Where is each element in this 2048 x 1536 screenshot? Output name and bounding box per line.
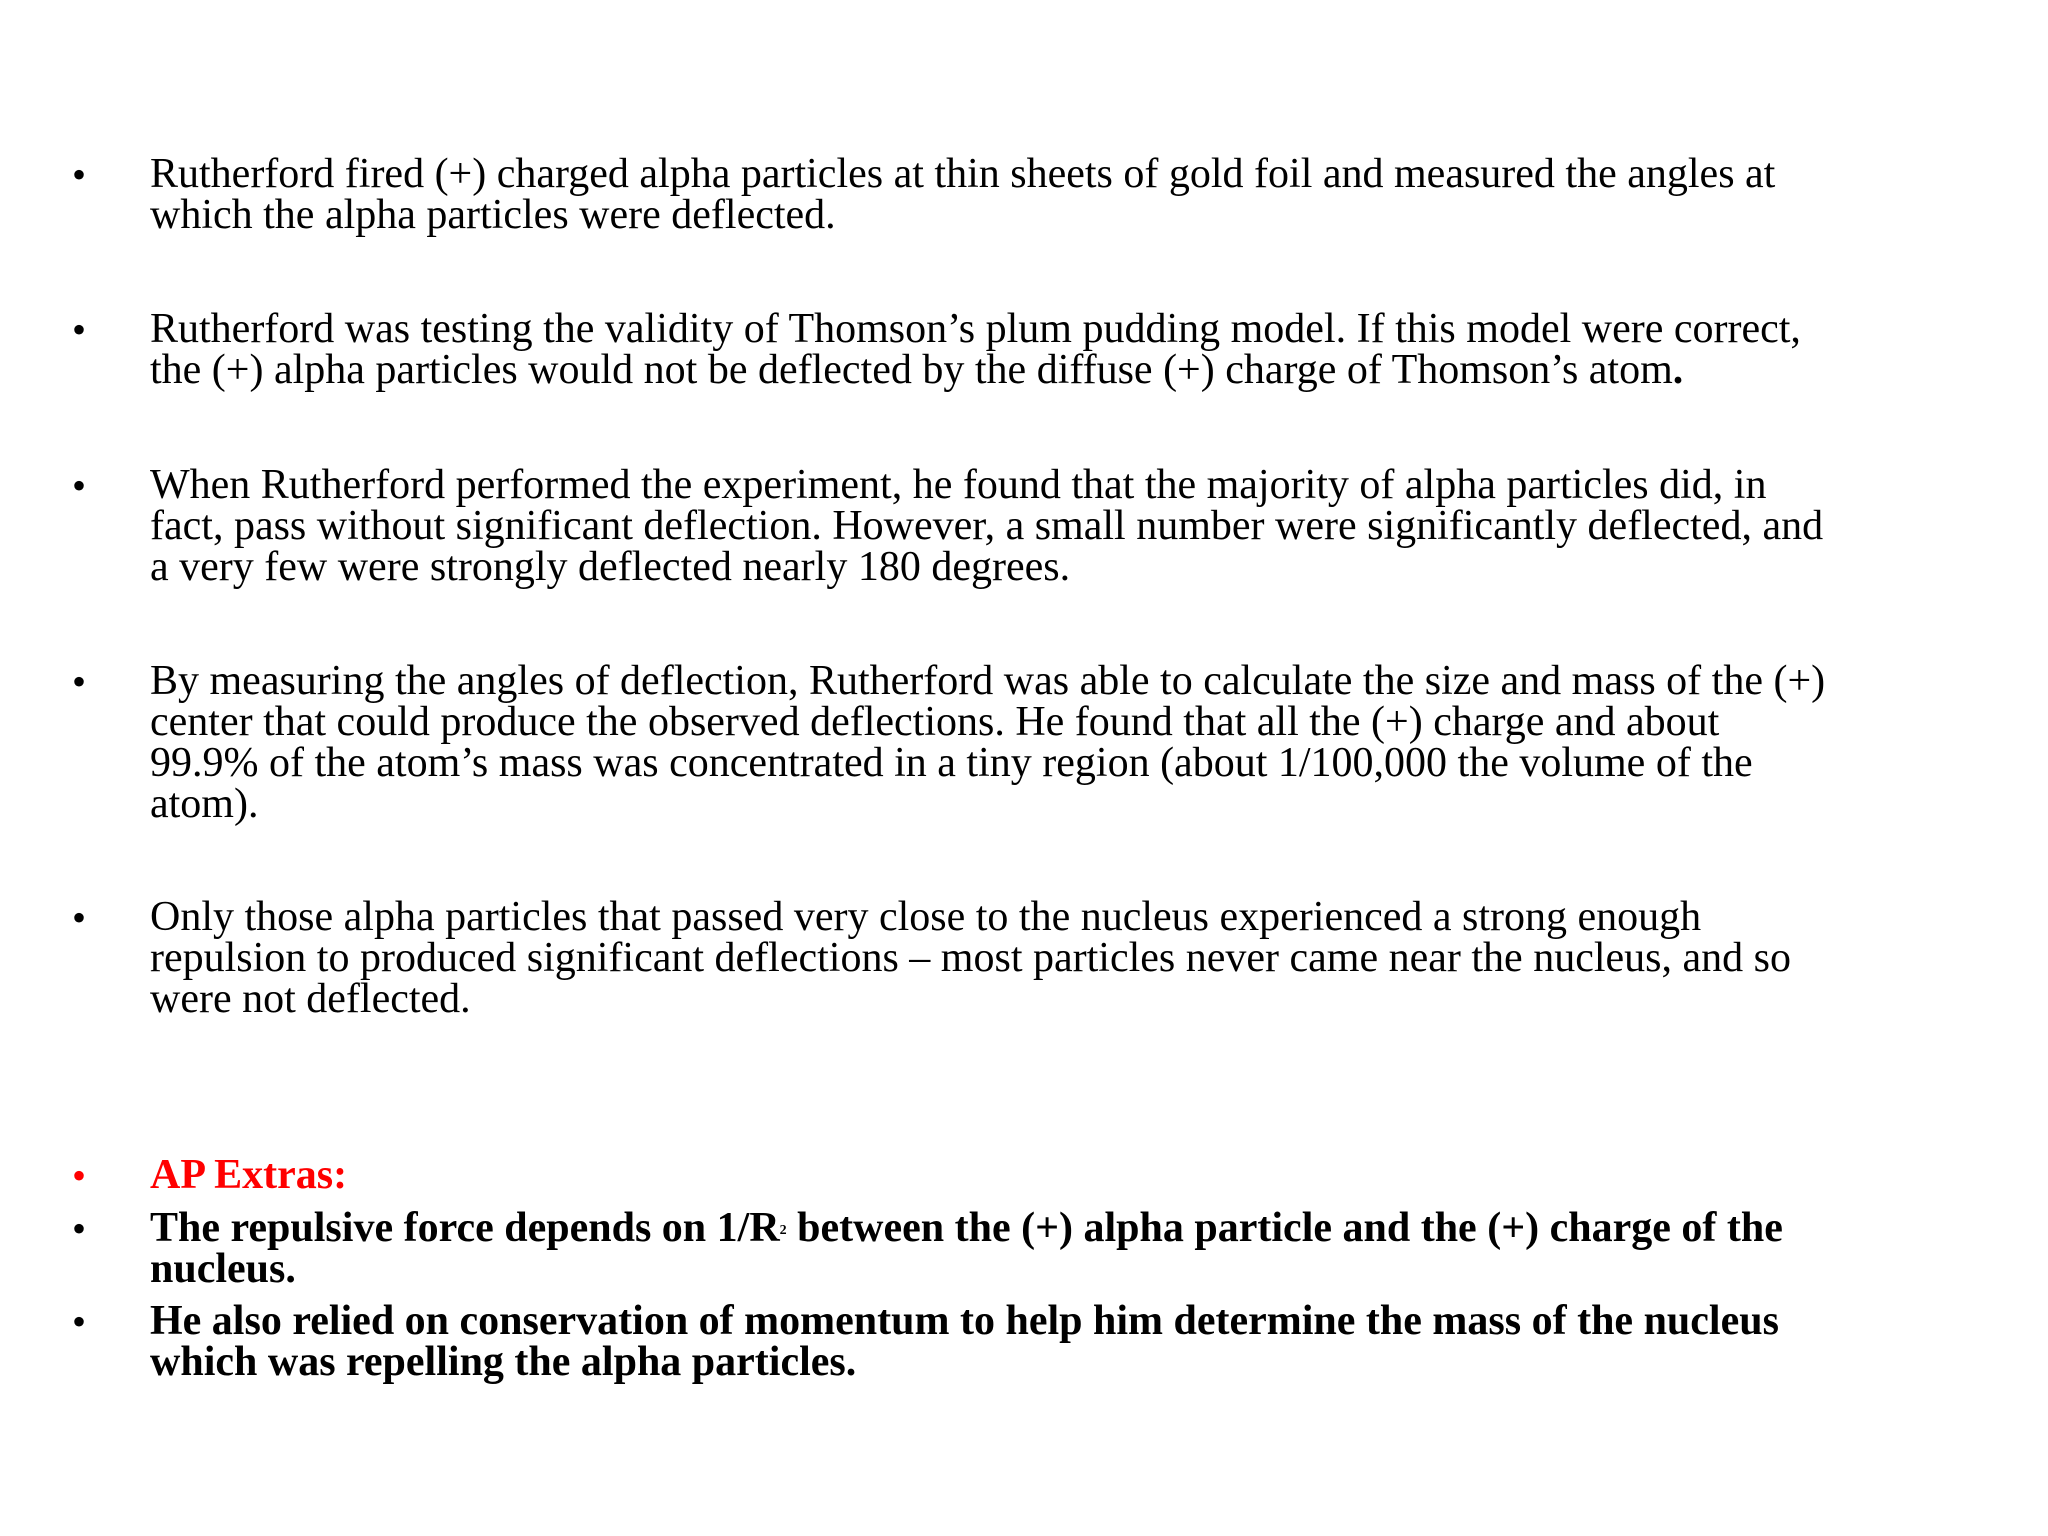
superscript: 2 xyxy=(779,1223,787,1238)
text-line xyxy=(150,347,2010,393)
bullet-dot: • xyxy=(72,307,87,352)
bullet-text xyxy=(150,1205,2010,1292)
formula-prefix: The repulsive force depends on 1/R xyxy=(150,1205,780,1251)
bullet-dot: • xyxy=(72,1206,87,1251)
text-line-end: . xyxy=(1672,347,1684,393)
text-line: fact, pass without significant deflection. However, a small number were significantly deflected, and xyxy=(150,503,1824,549)
ap-extras-heading: AP Extras: xyxy=(150,1152,348,1198)
text-line: Rutherford was testing the validity of Thomson’s plum pudding model. If this model were correct, xyxy=(150,306,1801,352)
text-line xyxy=(150,1205,2010,1251)
bullet-text xyxy=(150,1298,2010,1385)
text-line: By measuring the angles of deflection, Rutherford was able to calculate the size and mass of the (+) xyxy=(150,658,1826,704)
bullet-dot: • xyxy=(72,895,87,940)
text-line: a very few were strongly deflected nearly 180 degrees. xyxy=(150,544,1071,590)
text-line: Rutherford fired (+) charged alpha particles at thin sheets of gold foil and measured the angles at xyxy=(150,151,1776,197)
formula-suffix: between the (+) alpha particle and the (+) charge of the xyxy=(786,1205,1783,1251)
bullet-text xyxy=(150,462,2010,590)
bullet-dot: • xyxy=(72,1153,87,1198)
text-line: atom). xyxy=(150,781,259,827)
text-line-main: the (+) alpha particles would not be deflected by the diffuse (+) charge of Thomson’s atom xyxy=(150,347,1673,393)
text-line: Only those alpha particles that passed very close to the nucleus experienced a strong enough xyxy=(150,894,1702,940)
bullet-text xyxy=(150,306,2010,393)
bullet-dot: • xyxy=(72,659,87,704)
bullet-text xyxy=(150,894,2010,1022)
text-line: were not deflected. xyxy=(150,976,471,1022)
bullet-dot: • xyxy=(72,1299,87,1344)
text-line: which was repelling the alpha particles. xyxy=(150,1339,857,1385)
text-line: nucleus. xyxy=(150,1246,296,1292)
text-line: which the alpha particles were deflected. xyxy=(150,192,836,238)
bullet-text xyxy=(150,658,2010,827)
bullet-dot: • xyxy=(72,463,87,508)
bullet-text xyxy=(150,151,2010,238)
text-line: repulsion to produced significant deflections – most particles never came near the nucleus, and so xyxy=(150,935,1791,981)
text-line: When Rutherford performed the experiment, he found that the majority of alpha particles did, in xyxy=(150,462,1767,508)
text-line: 99.9% of the atom’s mass was concentrated in a tiny region (about 1/100,000 the volume of the xyxy=(150,740,1753,786)
text-line: center that could produce the observed deflections. He found that all the (+) charge and about xyxy=(150,699,1720,745)
bullet-dot: • xyxy=(72,152,87,197)
text-line: He also relied on conservation of momentum to help him determine the mass of the nucleus xyxy=(150,1298,1779,1344)
